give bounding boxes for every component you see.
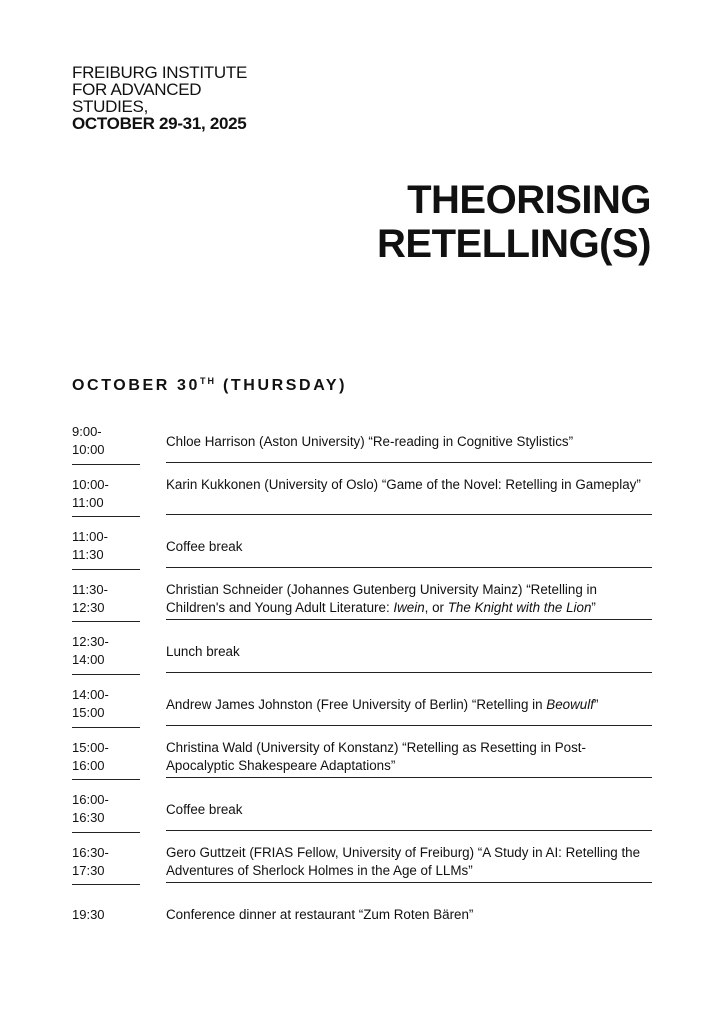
time-start: 11:00-: [72, 529, 108, 545]
divider: [166, 725, 652, 726]
schedule-list: [72, 419, 652, 945]
divider: [72, 464, 140, 465]
work-title: The Knight with the Lion: [447, 599, 592, 615]
session-description: Chloe Harrison (Aston University) “Re-reading in Cognitive Stylistics”: [166, 434, 574, 449]
schedule-row: [72, 892, 652, 945]
institute-line-1: FREIBURG INSTITUTE: [72, 63, 247, 82]
time-slot: [72, 476, 140, 512]
time-start: 16:00-: [72, 792, 109, 808]
time-slot: 19:30: [72, 907, 105, 923]
time-end: 16:30: [72, 810, 105, 826]
session-description: Christina Wald (University of Konstanz) “Retelling as Resetting in Post-Apocalyptic Shakespeare Adaptations”: [166, 739, 586, 773]
divider: [166, 777, 652, 778]
time-start: 11:30-: [72, 581, 108, 597]
day-heading-date: OCTOBER 30: [72, 377, 200, 394]
time-start: 14:00-: [72, 686, 109, 702]
schedule-row: [72, 682, 652, 735]
divider: [72, 832, 140, 833]
time-start: 16:30-: [72, 844, 109, 860]
divider: [72, 727, 140, 728]
divider: [166, 462, 652, 463]
divider: [72, 779, 140, 780]
schedule-row: [72, 472, 652, 525]
session-description: Lunch break: [166, 644, 240, 660]
session-description: [166, 581, 652, 617]
time-end: 11:30: [72, 547, 104, 563]
time-start: 12:30-: [72, 634, 109, 650]
time-end: 10:00: [72, 442, 105, 457]
time-end: 15:00: [72, 704, 105, 720]
session-text: ”: [591, 599, 596, 615]
schedule-row: [72, 787, 652, 840]
session-text: ”: [593, 696, 599, 712]
schedule-row: [72, 629, 652, 682]
session-text: Andrew James Johnston (Free University of Berlin) “Retelling in: [166, 696, 547, 712]
session-description: Coffee break: [166, 802, 243, 818]
time-slot: [72, 791, 140, 827]
divider: [72, 884, 140, 885]
divider: [166, 567, 652, 568]
time-slot: [72, 844, 140, 880]
time-slot: [72, 423, 140, 459]
schedule-row: [72, 419, 652, 472]
day-heading-ordinal: TH: [199, 376, 216, 386]
day-heading: [72, 376, 347, 395]
divider: [166, 882, 652, 883]
time-end: 11:00: [72, 494, 104, 510]
session-description: [166, 696, 652, 714]
schedule-row: [72, 577, 652, 630]
divider: [166, 514, 652, 515]
schedule-row: [72, 524, 652, 577]
time-start: 15:00-: [72, 739, 109, 755]
time-end: 16:00: [72, 757, 105, 773]
work-title: Iwein: [393, 599, 425, 615]
session-description: Coffee break: [166, 539, 243, 555]
institute-line-2: FOR ADVANCED: [72, 80, 202, 99]
session-description: Conference dinner at restaurant “Zum Roten Bären”: [166, 907, 474, 923]
divider: [166, 672, 652, 673]
time-slot: [72, 528, 140, 564]
conference-title: [377, 178, 651, 266]
time-end: 12:30: [72, 599, 105, 615]
title-line-1: THEORISING: [407, 178, 651, 222]
divider: [72, 516, 140, 517]
divider: [166, 830, 652, 831]
divider: [72, 621, 140, 622]
session-description: Karin Kukkonen (University of Oslo) “Game of the Novel: Retelling in Gameplay”: [166, 476, 641, 492]
title-line-2: RETELLING(S): [377, 222, 651, 266]
time-slot: [72, 633, 140, 669]
session-description: Gero Guttzeit (FRIAS Fellow, University of Freiburg) “A Study in AI: Retelling the Adventures of Sherlock Holmes in the Age of LLMs”: [166, 844, 641, 878]
time-start: 9:00-: [72, 424, 102, 439]
schedule-row: [72, 840, 652, 893]
time-end: 17:30: [72, 862, 105, 878]
divider: [166, 619, 652, 620]
institute-line-3: STUDIES,: [72, 97, 149, 116]
time-slot: [72, 739, 140, 775]
divider: [72, 674, 140, 675]
institute-header: [72, 64, 247, 132]
schedule-row: [72, 735, 652, 788]
time-slot: [72, 686, 140, 722]
session-text: , or: [424, 599, 448, 615]
day-heading-weekday: (THURSDAY): [215, 377, 348, 394]
work-title: Beowulf: [546, 696, 594, 712]
session-text: Christian Schneider (Johannes Gutenberg University Mainz) “Retelling in Children's and Young Adult Literature:: [166, 581, 597, 615]
time-end: 14:00: [72, 652, 105, 668]
divider: [72, 569, 140, 570]
time-slot: [72, 581, 140, 617]
conference-dates: OCTOBER 29-31, 2025: [72, 114, 247, 133]
time-start: 10:00-: [72, 476, 109, 492]
